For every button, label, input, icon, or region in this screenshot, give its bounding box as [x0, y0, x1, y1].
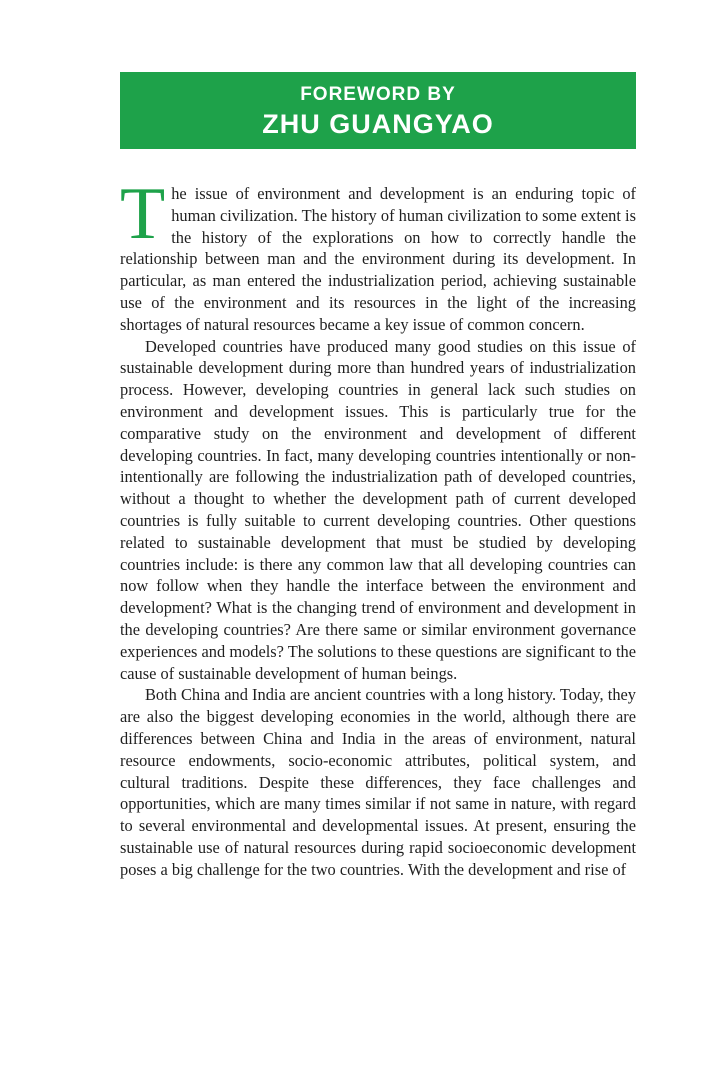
paragraph-1-text: he issue of environment and development is an enduring topic of human civilization. The history of human civilization to some extent is the history of the explorations on how to correctly handle the relationship between man and the environment during its development. In particular, as man entered the industrialization period, achieving sustainable use of the environment and its resources in the light of the increasing shortages of natural resources became a key issue of common concern. — [120, 184, 636, 334]
heading-line-2: ZHU GUANGYAO — [262, 109, 494, 139]
paragraph-1 — [120, 173, 636, 336]
paragraph-2: Developed countries have produced many good studies on this issue of sustainable development during more than hundred years of industrialization process. However, developing countries in general lack such studies on environment and development issues. This is particularly true for the comparative study on the environment and development of different developing countries. In fact, many developing countries intentionally or non-intentionally are following the industrialization path of developed countries, without a thought to whether the development path of current developed countries is fully suitable to current developing countries. Other questions related to sustainable development that must be studied by developing countries include: is there any common law that all developing countries can now follow when they handle the interface between the environment and development? What is the changing trend of environment and development in the developing countries? Are there same or similar environment governance experiences and models? The solutions to these questions are significant to the cause of sustainable development of human beings. — [120, 336, 636, 683]
foreword-body — [120, 173, 636, 881]
foreword-heading-banner — [120, 72, 636, 149]
paragraph-3: Both China and India are ancient countries with a long history. Today, they are also the biggest developing economies in the world, although there are differences between China and India in the areas of environment, natural resource endowments, socio-economic attributes, political system, and cultural traditions. Despite these differences, they face challenges and opportunities, which are many times similar if not same in nature, with regard to several environmental and developmental issues. At present, ensuring the sustainable use of natural resources during rapid socioeconomic development poses a big challenge for the two countries. With the development and rise of — [120, 685, 636, 879]
drop-cap: T — [120, 173, 166, 255]
heading-line-1: FOREWORD BY — [300, 84, 456, 105]
